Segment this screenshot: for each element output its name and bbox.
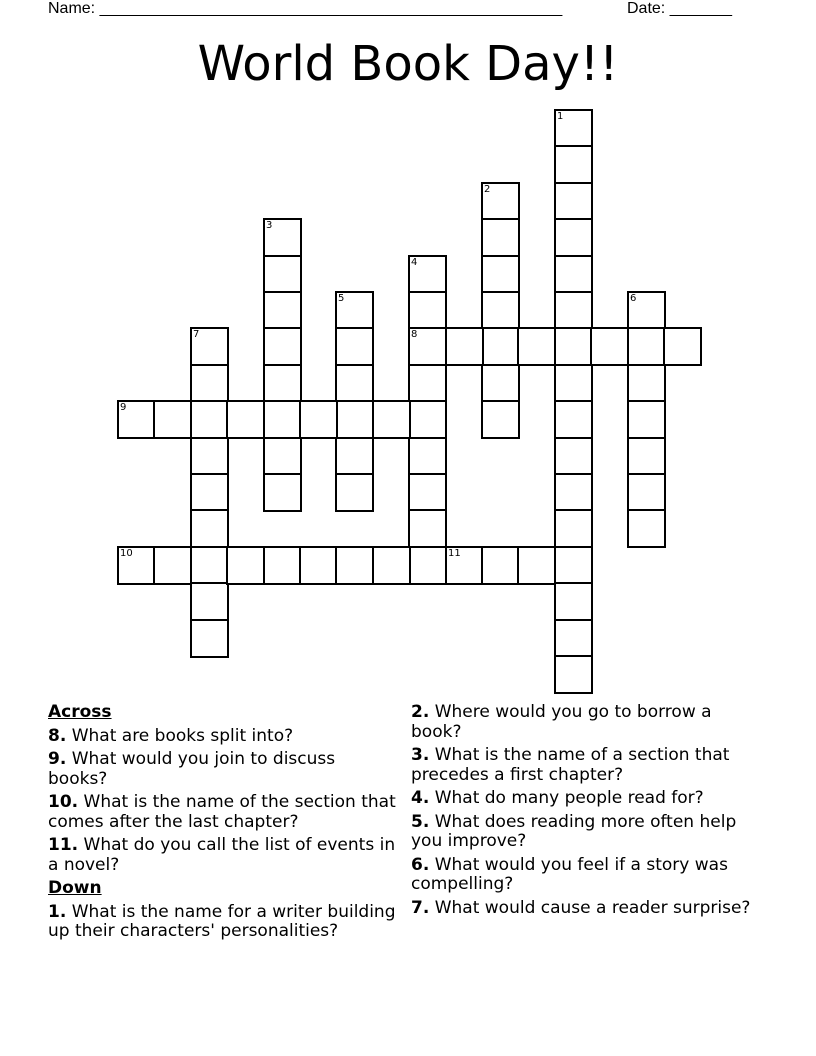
crossword-cell[interactable]	[263, 473, 302, 512]
clue-number-label: 9.	[48, 749, 67, 769]
clues-left-column	[48, 703, 398, 946]
crossword-cell[interactable]	[481, 291, 520, 330]
across-clue	[48, 793, 398, 832]
down-heading: Down	[48, 878, 102, 898]
crossword-cell[interactable]	[335, 473, 374, 512]
down-clue-list-right	[411, 703, 761, 918]
crossword-cell[interactable]	[554, 218, 593, 257]
crossword-cell[interactable]	[481, 255, 520, 294]
crossword-cell[interactable]	[481, 546, 520, 585]
clues-right-column	[411, 703, 761, 922]
crossword-cell[interactable]	[117, 400, 156, 439]
crossword-cell[interactable]	[335, 327, 374, 366]
crossword-cell[interactable]	[627, 437, 666, 476]
crossword-cell[interactable]	[190, 546, 229, 585]
crossword-cell[interactable]	[627, 509, 666, 548]
clue-text: What would cause a reader surprise?	[429, 897, 751, 918]
crossword-cell[interactable]	[408, 437, 447, 476]
crossword-cell[interactable]	[554, 509, 593, 548]
clue-number-label: 3.	[411, 745, 430, 765]
crossword-cell[interactable]	[554, 546, 593, 585]
clue-number-label: 2.	[411, 702, 430, 722]
crossword-cell[interactable]	[408, 546, 447, 585]
crossword-cell[interactable]	[372, 546, 411, 585]
clue-text: What would you feel if a story was compelling?	[411, 854, 728, 894]
crossword-cell[interactable]	[554, 619, 593, 658]
crossword-cell[interactable]	[554, 109, 593, 148]
crossword-cell[interactable]	[263, 437, 302, 476]
crossword-cell[interactable]	[554, 655, 593, 694]
clue-number: 1	[557, 111, 564, 122]
crossword-cell[interactable]	[554, 327, 593, 366]
crossword-cell[interactable]	[481, 400, 520, 439]
crossword-cell[interactable]	[445, 327, 484, 366]
crossword-cell[interactable]	[153, 546, 192, 585]
crossword-cell[interactable]	[408, 400, 447, 439]
crossword-cell[interactable]	[226, 546, 265, 585]
crossword-cell[interactable]	[226, 400, 265, 439]
down-clue	[411, 746, 761, 785]
crossword-cell[interactable]	[263, 400, 302, 439]
crossword-cell[interactable]	[445, 546, 484, 585]
crossword-cell[interactable]	[481, 364, 520, 403]
down-clue	[411, 703, 761, 742]
crossword-cell[interactable]	[627, 327, 666, 366]
clue-text: What is the name of a section that precedes a first chapter?	[411, 745, 730, 785]
crossword-cell[interactable]	[117, 546, 156, 585]
crossword-cell[interactable]	[335, 364, 374, 403]
clue-number: 4	[411, 257, 418, 268]
crossword-cell[interactable]	[190, 619, 229, 658]
crossword-cell[interactable]	[627, 291, 666, 330]
across-clue	[48, 750, 398, 789]
crossword-cell[interactable]	[335, 546, 374, 585]
crossword-cell[interactable]	[481, 327, 520, 366]
crossword-cell[interactable]	[554, 582, 593, 621]
date-field-label: Date: _______	[627, 0, 732, 17]
clue-number: 9	[120, 402, 127, 413]
crossword-cell[interactable]	[663, 327, 702, 366]
down-clue	[411, 856, 761, 895]
crossword-cell[interactable]	[190, 437, 229, 476]
clue-number-label: 7.	[411, 897, 430, 918]
crossword-cell[interactable]	[372, 400, 411, 439]
down-clue	[48, 903, 398, 942]
crossword-cell[interactable]	[517, 546, 556, 585]
crossword-cell[interactable]	[408, 364, 447, 403]
crossword-cell[interactable]	[153, 400, 192, 439]
clue-number-label: 10.	[48, 792, 79, 812]
down-clue	[411, 813, 761, 852]
clue-text: What are books split into?	[66, 725, 294, 746]
crossword-cell[interactable]	[517, 327, 556, 366]
across-clue	[48, 727, 398, 747]
clue-number: 3	[266, 220, 273, 231]
clue-text: What would you join to discuss books?	[48, 749, 336, 789]
down-clue-list-left	[48, 903, 398, 942]
clue-number: 2	[484, 184, 491, 195]
crossword-cell[interactable]	[335, 437, 374, 476]
crossword-cell[interactable]	[190, 400, 229, 439]
crossword-cell[interactable]	[408, 327, 447, 366]
crossword-cell[interactable]	[335, 291, 374, 330]
crossword-cell[interactable]	[481, 218, 520, 257]
crossword-cell[interactable]	[299, 400, 338, 439]
crossword-cell[interactable]	[190, 473, 229, 512]
clue-text: Where would you go to borrow a book?	[411, 702, 712, 742]
name-field-label: Name: ____________________________________________________	[48, 0, 563, 17]
page-title: World Book Day!!	[197, 36, 619, 92]
crossword-cell[interactable]	[554, 145, 593, 184]
crossword-cell[interactable]	[408, 291, 447, 330]
crossword-cell[interactable]	[263, 546, 302, 585]
crossword-cell[interactable]	[263, 255, 302, 294]
crossword-cell[interactable]	[190, 327, 229, 366]
crossword-cell[interactable]	[263, 364, 302, 403]
clue-number-label: 1.	[48, 901, 67, 922]
crossword-cell[interactable]	[408, 255, 447, 294]
crossword-cell[interactable]	[554, 400, 593, 439]
clue-text: What do you call the list of events in a novel?	[48, 835, 396, 875]
crossword-cell[interactable]	[554, 437, 593, 476]
crossword-cell[interactable]	[554, 255, 593, 294]
clue-number: 5	[338, 293, 345, 304]
across-heading: Across	[48, 702, 112, 722]
across-clue-list	[48, 727, 398, 876]
clue-number-label: 8.	[48, 725, 67, 746]
clue-number: 10	[120, 548, 133, 559]
crossword-cell[interactable]	[263, 327, 302, 366]
crossword-cell[interactable]	[408, 473, 447, 512]
crossword-cell[interactable]	[554, 473, 593, 512]
clue-number: 7	[193, 329, 200, 340]
crossword-cell[interactable]	[590, 327, 629, 366]
crossword-cell[interactable]	[263, 218, 302, 257]
crossword-cell[interactable]	[190, 364, 229, 403]
clue-number: 8	[411, 329, 418, 340]
crossword-cell[interactable]	[554, 182, 593, 221]
clue-text: What is the name for a writer building up their characters' personalities?	[48, 901, 396, 941]
crossword-cell[interactable]	[190, 582, 229, 621]
crossword-cell[interactable]	[335, 400, 374, 439]
clue-text: What is the name of the section that comes after the last chapter?	[48, 792, 396, 832]
crossword-cell[interactable]	[408, 509, 447, 548]
crossword-cell[interactable]	[627, 473, 666, 512]
clue-number-label: 11.	[48, 835, 79, 855]
crossword-cell[interactable]	[190, 509, 229, 548]
across-clue	[48, 836, 398, 875]
crossword-cell[interactable]	[554, 291, 593, 330]
clue-number-label: 6.	[411, 854, 430, 875]
clue-number: 6	[630, 293, 637, 304]
down-clue	[411, 789, 761, 809]
crossword-cell[interactable]	[481, 182, 520, 221]
crossword-cell[interactable]	[299, 546, 338, 585]
clue-number-label: 5.	[411, 811, 430, 832]
crossword-cell[interactable]	[554, 364, 593, 403]
clue-text: What does reading more often help you improve?	[411, 811, 737, 851]
crossword-cell[interactable]	[263, 291, 302, 330]
crossword-cell[interactable]	[627, 364, 666, 403]
clue-text: What do many people read for?	[429, 788, 704, 808]
crossword-cell[interactable]	[627, 400, 666, 439]
clue-number: 11	[448, 548, 461, 559]
clue-number-label: 4.	[411, 788, 430, 808]
down-clue	[411, 899, 761, 919]
